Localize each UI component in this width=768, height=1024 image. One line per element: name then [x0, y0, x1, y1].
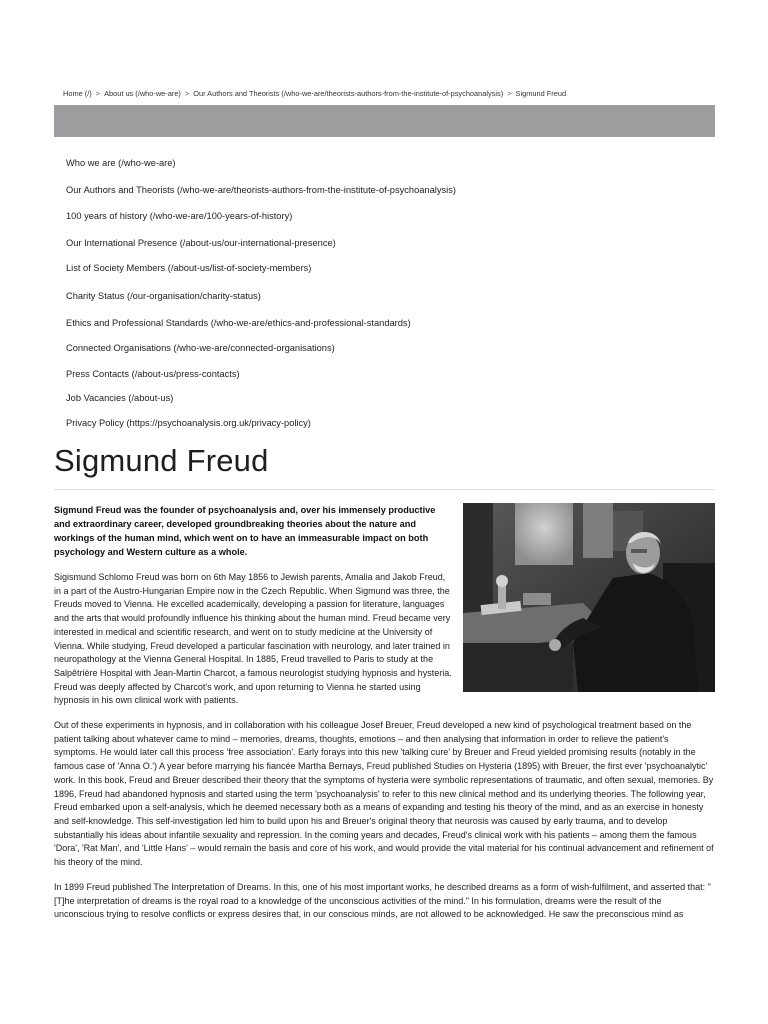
page-title: Sigmund Freud [54, 443, 269, 478]
article-paragraph: Sigismund Schlomo Freud was born on 6th May 1856 to Jewish parents, Amalia and Jakob Freud, in a part of the Austro-Hungarian Empire now in the Czech Republic. When Sigmund was three, the Freuds moved to Vienna. He excelled academically, developing a passion for literature, languages and the arts that would profoundly influence his thinking about the human mind. Freud became very interested in medical and scientific research, and went on to study medicine at the University of Vienna. While studying, Freud developed a particular fascination with neurology, and later trained in neuropathology at the Vienna General Hospital. In 1885, Freud travelled to Paris to study at the Salpêtrière Hospital with Jean-Martin Charcot, a famous neurologist studying hypnosis and hysteria. Freud was deeply affected by Charcot's work, and upon returning to Vienna he started using hypnosis in his own clinical work with patients. [54, 572, 452, 706]
article-paragraph: In 1899 Freud published The Interpretation of Dreams. In this, one of his most important works, he described dreams as a form of wish-fulfilment, and asserted that: "[T]he interpretation of dreams is the royal road to a knowledge of the unconscious activities of the mind." In his formulation, dreams were the result of the unconscious trying to resolve conflicts or express desires that, in our conscious minds, are not allowed to be acknowledged. He saw the preconscious mind as [54, 882, 711, 920]
breadcrumb-separator: > [95, 89, 101, 98]
nav-item-authors-theorists[interactable]: Our Authors and Theorists (/who-we-are/theorists-authors-from-the-institute-of-psychoanalysis) [66, 185, 456, 195]
nav-item-privacy-policy[interactable]: Privacy Policy (https://psychoanalysis.org.uk/privacy-policy) [66, 418, 311, 428]
breadcrumb [63, 89, 566, 98]
breadcrumb-current: Sigmund Freud [515, 89, 567, 98]
header-banner [54, 105, 715, 137]
nav-item-job-vacancies[interactable]: Job Vacancies (/about-us) [66, 393, 174, 403]
breadcrumb-separator: > [507, 89, 512, 98]
breadcrumb-separator: > [184, 89, 190, 98]
nav-item-charity-status[interactable]: Charity Status (/our-organisation/charity-status) [66, 291, 261, 301]
nav-item-connected-organisations[interactable]: Connected Organisations (/who-we-are/connected-organisations) [66, 343, 335, 353]
nav-item-society-members[interactable]: List of Society Members (/about-us/list-of-society-members) [66, 263, 312, 273]
nav-item-history[interactable]: 100 years of history (/who-we-are/100-years-of-history) [66, 211, 293, 221]
breadcrumb-home-link[interactable]: Home (/) [63, 89, 92, 98]
article-lead: Sigmund Freud was the founder of psychoanalysis and, over his immensely productive and extraordinary career, developed groundbreaking theories about the nature and workings of the human mind, which went on to have an immeasurable impact on both psychology and Western culture as a whole. [54, 505, 436, 557]
breadcrumb-authors-link[interactable]: Our Authors and Theorists (/who-we-are/theorists-authors-from-the-institute-of-psychoanalysis) [193, 89, 504, 98]
nav-item-who-we-are[interactable]: Who we are (/who-we-are) [66, 158, 176, 168]
nav-item-international-presence[interactable]: Our International Presence (/about-us/our-international-presence) [66, 238, 336, 248]
title-divider [54, 489, 715, 490]
breadcrumb-about-link[interactable]: About us (/who-we-are) [104, 89, 181, 98]
nav-item-ethics-standards[interactable]: Ethics and Professional Standards (/who-we-are/ethics-and-professional-standards) [66, 318, 411, 328]
freud-portrait-photo [463, 503, 715, 692]
article-paragraph: Out of these experiments in hypnosis, and in collaboration with his colleague Josef Breuer, Freud developed a new kind of psychological treatment based on the patient talking about whatever came to mind – memories, dreams, thoughts, emotions – and then analysing that information in order to relieve the patient's symptoms. He would later call this process 'free association'. Early forays into this new 'talking cure' by Breuer and Freud yielded promising results (notably in the famous case of 'Anna O.') A year before marrying his fiancée Martha Bernays, Freud published Studies on Hysteria (1895) with Breuer, the first ever 'psychoanalytic' work. In this book, Freud and Breuer described their theory that the symptoms of hysteria were symbolic representations of traumatic, and often sexual, memories. By 1896, Freud had abandoned hypnosis and started using the term 'psychoanalysis' to refer to this new clinical method and its underlying theories. The following year, Freud embarked upon a self-analysis, which he deemed necessary both as a means of expanding and testing his theory of the mind, and as an exercise in honesty and self-knowledge. This self-investigation led him to build upon his and Breuer's original theory that neurosis was caused by early trauma, and to develop substantially his ideas about infantile sexuality and repression. In the coming years and decades, Freud's clinical work with his patients – among them the famous 'Dora', 'Rat Man', and 'Little Hans' – would remain the basis and core of his work, and would provide the vital material for his continual advancement and refinement of his theory of the mind. [54, 720, 714, 868]
nav-item-press-contacts[interactable]: Press Contacts (/about-us/press-contacts) [66, 369, 240, 379]
